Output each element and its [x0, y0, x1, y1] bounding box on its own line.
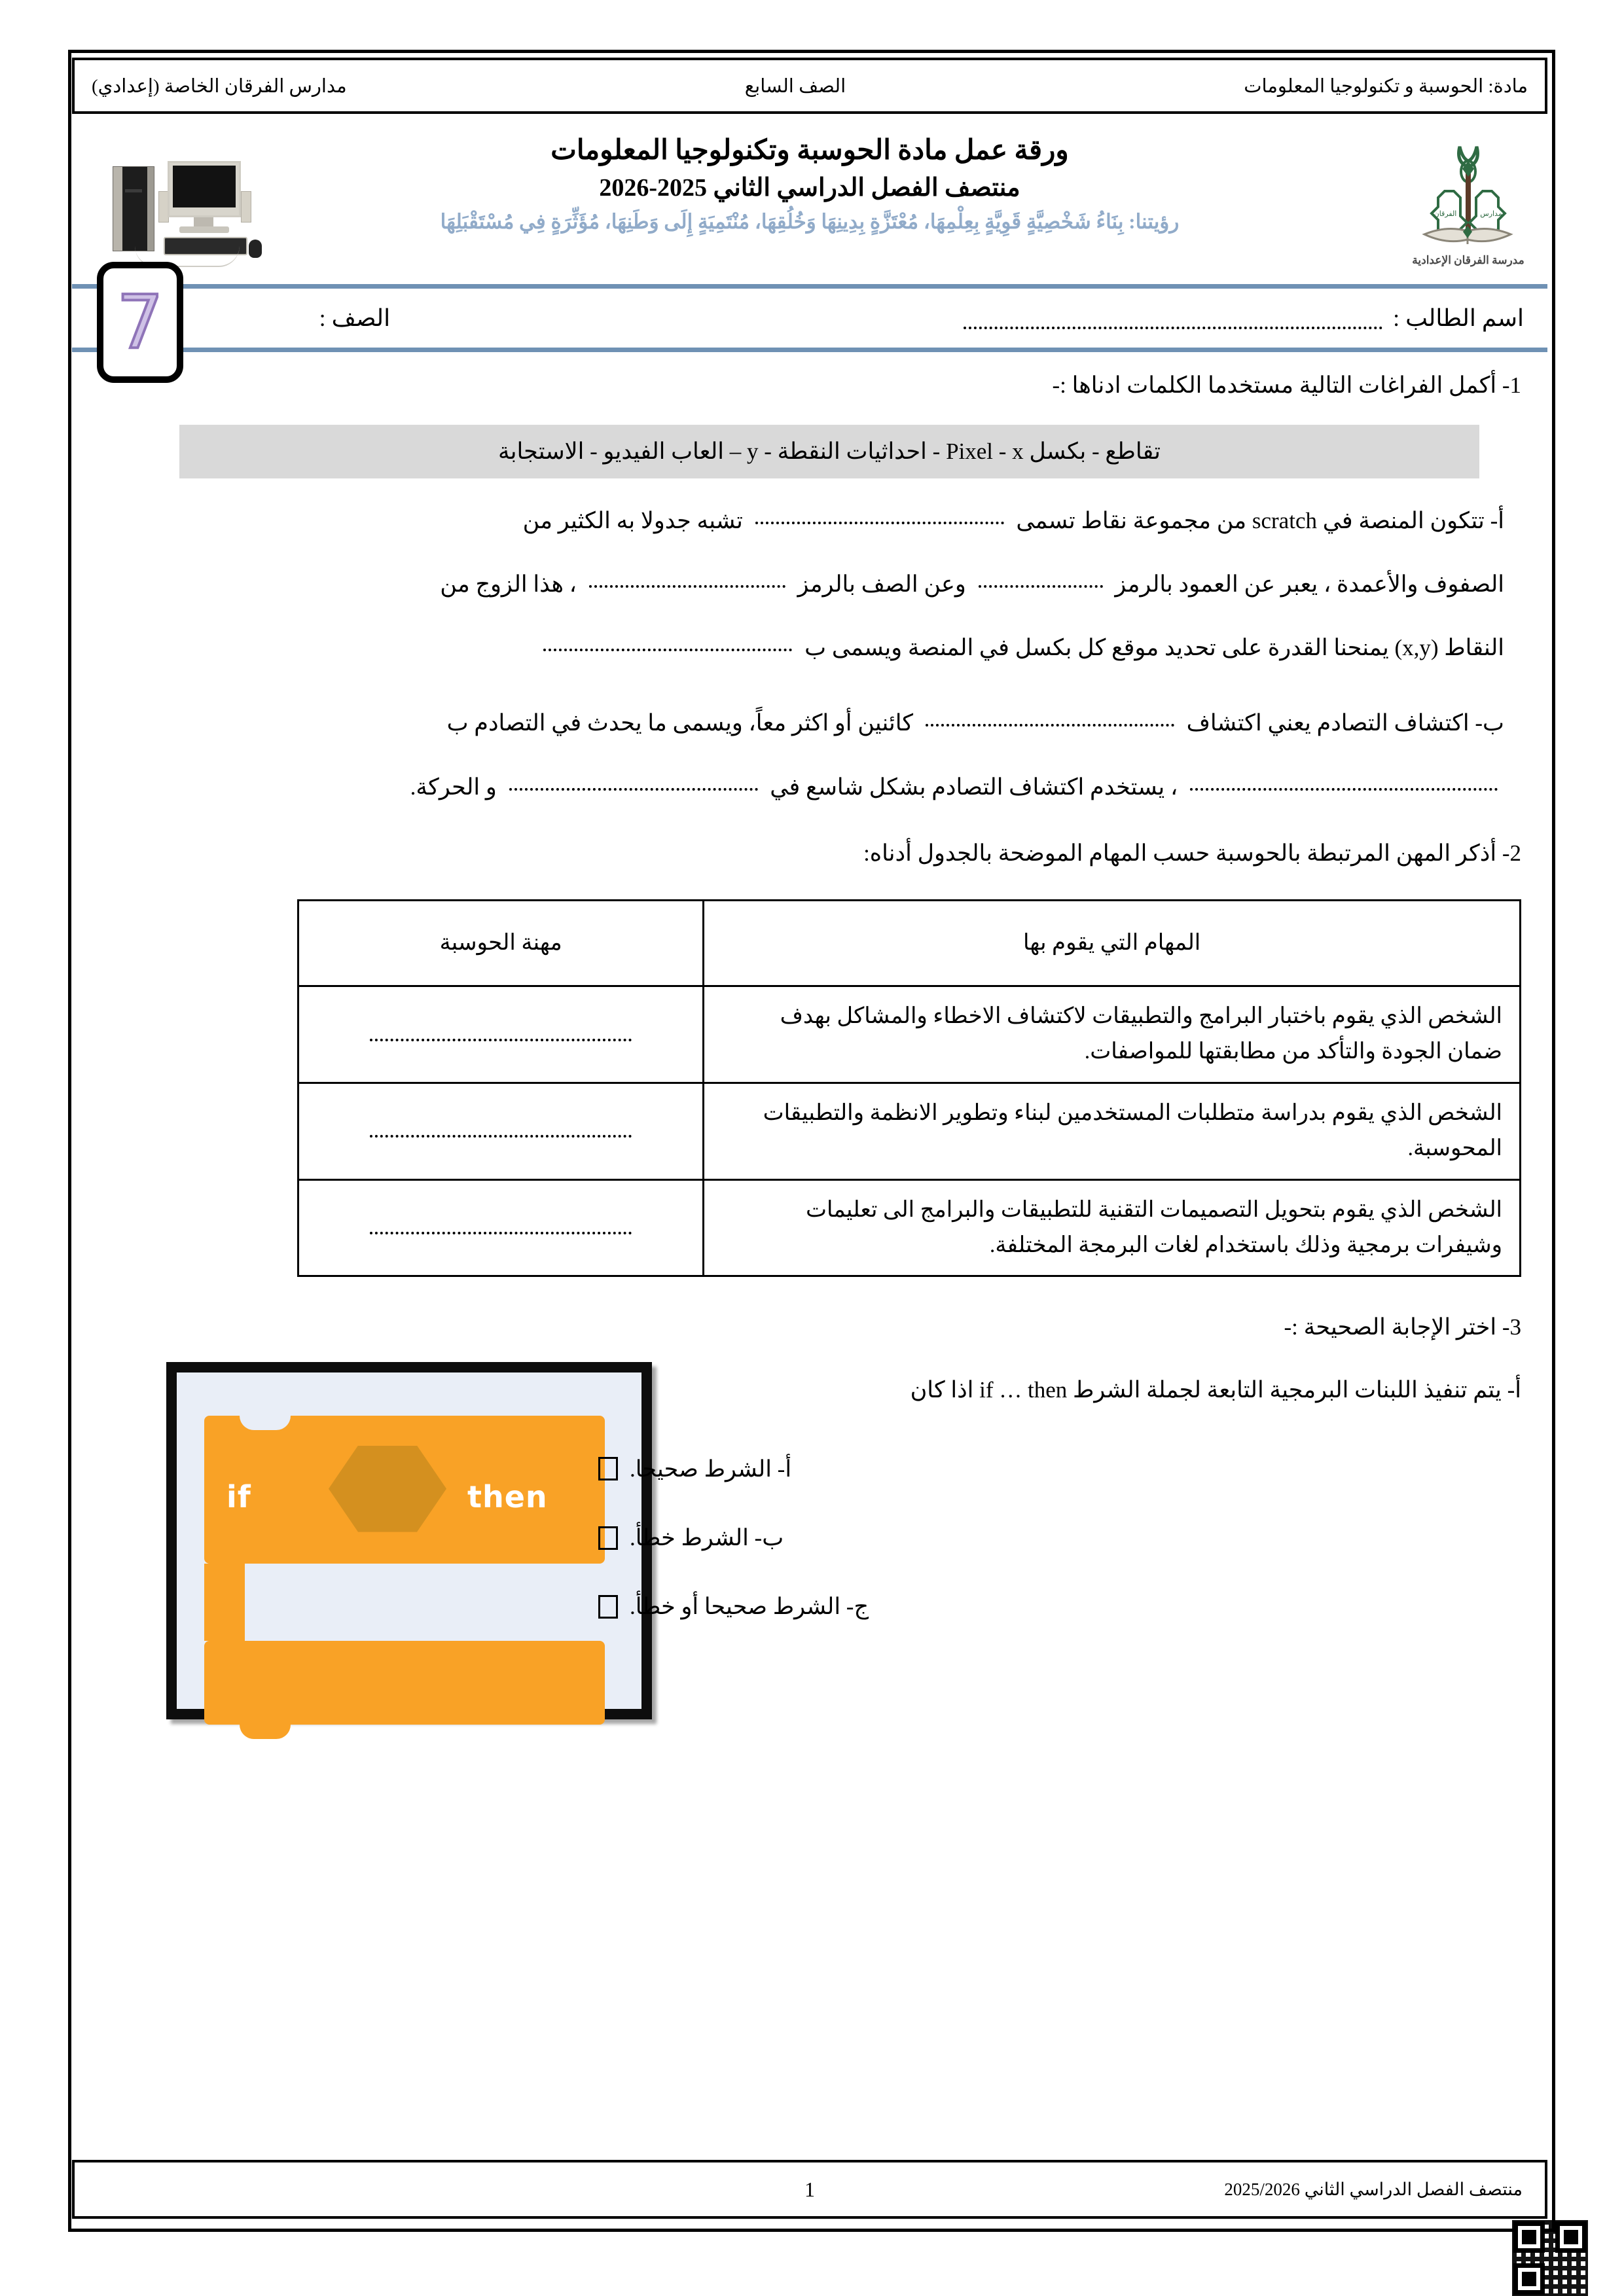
q1a-label: أ-: [1490, 507, 1504, 533]
page-content-area: [72, 54, 1551, 2228]
student-name-input[interactable]: [964, 321, 1382, 329]
q1a-line-1: [118, 501, 1504, 541]
table-cell-task-1: الشخص الذي يقوم باختبار البرامج والتطبيقات لاكتشاف الاخطاء والمشاكل بهدف ضمان الجودة والتأكد من مطابقتها للمواصفات.: [704, 986, 1521, 1083]
worksheet-title: ورقة عمل مادة الحوسبة وتكنولوجيا المعلومات: [550, 135, 1069, 166]
checkbox-option-a[interactable]: [598, 1457, 618, 1480]
job-answer-blank-2[interactable]: [370, 1131, 632, 1138]
monitor-base: [179, 226, 229, 233]
question-1-word-bank: تقاطع - بكسل Pixel - x - احداثيات النقطة - y – العاب الفيديو - الاستجابة: [179, 425, 1479, 478]
logo-inner-right-text: مدارس: [1480, 209, 1502, 218]
job-answer-blank-3[interactable]: [370, 1228, 632, 1234]
q1b-line1-part1: ب- اكتشاف التصادم يعني اكتشاف: [1186, 710, 1504, 736]
table-row: [298, 986, 1521, 1083]
question-2-heading: 2- أذكر المهن المرتبطة بالحوسبة حسب المهام الموضحة بالجدول أدناه:: [863, 840, 1521, 866]
qr-finder-top-right: [1555, 2221, 1587, 2253]
table-cell-job-3[interactable]: [298, 1179, 704, 1276]
scratch-then-label: then: [467, 1479, 548, 1515]
table-row: [298, 1083, 1521, 1179]
checkbox-option-b[interactable]: [598, 1526, 618, 1550]
title-block: [72, 117, 1547, 274]
pc-tower-icon: [113, 166, 154, 251]
vision-label: رؤيتنا:: [1128, 210, 1180, 233]
q1b-blank-1[interactable]: [926, 720, 1174, 726]
scratch-if-label: if: [226, 1479, 251, 1515]
document-header-bar: [72, 58, 1547, 114]
checkbox-option-c[interactable]: [598, 1595, 618, 1619]
table-cell-job-2[interactable]: [298, 1083, 704, 1179]
scratch-if-then-figure: [166, 1362, 652, 1719]
q1b-line-1: [118, 703, 1504, 743]
option-b-label: ب- الشرط خطأ.: [630, 1525, 784, 1551]
school-logo-mark: [1413, 143, 1524, 253]
q1a-line-3: [118, 628, 1504, 668]
qr-finder-top-left: [1513, 2221, 1545, 2253]
header-subject: مادة: الحوسبة و تكنولوجيا المعلومات: [1244, 75, 1528, 97]
option-row-c[interactable]: [585, 1587, 1521, 1626]
q1b-blank-2[interactable]: [1190, 784, 1498, 791]
q1a-line2-part2: وعن الصف بالرمز: [797, 571, 966, 597]
scratch-inner-bottom-notch: [254, 1641, 305, 1655]
qr-finder-bottom-left: [1513, 2263, 1545, 2295]
option-row-b[interactable]: [585, 1518, 1521, 1558]
table-cell-task-2: الشخص الذي يقوم بدراسة متطلبات المستخدمين لبناء وتطوير الانظمة والتطبيقات المحوسبة.: [704, 1083, 1521, 1179]
option-row-a[interactable]: [585, 1449, 1521, 1489]
q1a-line1-part2: تشبه جدولا به الكثير من: [522, 507, 743, 533]
logo-inner-left-text: الفرقان: [1434, 209, 1457, 218]
q1b-line2-part2: و الحركة.: [410, 774, 497, 800]
scratch-inner-top-notch: [254, 1564, 305, 1578]
table-header-job: مهنة الحوسبة: [298, 901, 704, 986]
grade-badge: 7: [97, 262, 183, 383]
school-logo: [1399, 143, 1537, 278]
question-3-body: [101, 1370, 1521, 1736]
scratch-canvas: [177, 1372, 641, 1709]
header-school: مدارس الفرقان الخاصة (إعدادي): [92, 75, 347, 97]
q1a-line2-part1: الصفوف والأعمدة ، يعبر عن العمود بالرمز: [1115, 571, 1504, 597]
worksheet-body: [101, 365, 1521, 1736]
q1a-line1-part1: تتكون المنصة في scratch من مجموعة نقاط تسمى: [1016, 507, 1485, 533]
q1a-blank-1[interactable]: [755, 518, 1004, 524]
student-info-row: [72, 284, 1547, 352]
document-footer-bar: [72, 2160, 1547, 2219]
student-grade-label: الصف :: [319, 305, 391, 331]
table-row: [298, 1179, 1521, 1276]
q1a-line3-part1: النقاط (x,y) يمنحنا القدرة على تحديد موقع كل بكسل في المنصة ويسمى ب: [804, 635, 1504, 660]
q1a-blank-3[interactable]: [589, 581, 785, 588]
job-answer-blank-1[interactable]: [370, 1035, 632, 1041]
scratch-block-leg: [204, 1564, 245, 1641]
q1b-line1-part2: كائنين أو اكثر معاً، ويسمى ما يحدث في التصادم ب: [446, 710, 914, 736]
option-a-label: أ- الشرط صحيحا.: [630, 1456, 792, 1482]
q1b-line-2: [118, 767, 1504, 807]
option-c-label: ج- الشرط صحيحا أو خطأ.: [630, 1594, 869, 1620]
table-header-row: [298, 901, 1521, 986]
computer-photo: [96, 153, 279, 271]
q1b-line2-part1: ، يستخدم اكتشاف التصادم بشكل شاسع في: [770, 774, 1178, 800]
table-cell-task-3: الشخص الذي يقوم بتحويل التصميمات التقنية للتطبيقات والبرامج الى تعليمات وشيفرات برمجية وذلك باستخدام لغات البرمجة المختلفة.: [704, 1179, 1521, 1276]
question-3-options-column: [585, 1370, 1521, 1656]
table-cell-job-1[interactable]: [298, 986, 704, 1083]
question-3-heading: 3- اختر الإجابة الصحيحة :-: [1284, 1314, 1521, 1340]
mouse-icon: [249, 240, 262, 258]
q1b-blank-3[interactable]: [509, 784, 758, 791]
question-1-part-a: [118, 501, 1504, 668]
footer-term-text: منتصف الفصل الدراسي الثاني 2025/2026: [1224, 2179, 1523, 2199]
scratch-foot-notch: [240, 1725, 291, 1739]
table-header-tasks: المهام التي يقوم بها: [704, 901, 1521, 986]
question-3-stem: أ- يتم تنفيذ اللبنات البرمجية التابعة لجملة الشرط if … then اذا كان: [910, 1376, 1521, 1403]
worksheet-subtitle: منتصف الفصل الدراسي الثاني 2025-2026: [599, 174, 1020, 202]
q1a-line-2: [118, 564, 1504, 604]
header-grade: الصف السابع: [744, 75, 846, 97]
scratch-top-notch: [240, 1416, 291, 1430]
vision-text: بِنَاءُ شَخْصِيَّةٍ قَوِيَّةٍ بِعِلْمِهَا، مُعْتَزَّةٍ بِدِينِهَا وَخُلُقِهَا، مُنْتَمِيَةٍ إِلَى وَطَنِهَا، مُؤَثِّرَةٍ فِي مُسْتَقْبَلِهَا: [440, 210, 1124, 233]
question-1-part-b: [118, 703, 1504, 807]
q1a-blank-4[interactable]: [543, 645, 792, 651]
footer-page-number: 1: [804, 2177, 815, 2201]
q1a-blank-2[interactable]: [979, 581, 1103, 588]
logo-caption: مدرسة الفرقان الإعدادية: [1412, 254, 1525, 266]
qr-code: [1512, 2220, 1588, 2296]
computing-jobs-table: [297, 899, 1521, 1277]
vision-statement: [72, 210, 1547, 234]
q1a-line2-part3: ، هذا الزوج من: [440, 571, 577, 597]
question-1-heading: 1- أكمل الفراغات التالية مستخدما الكلمات ادناها :-: [1052, 372, 1521, 398]
student-name-label: اسم الطالب :: [1393, 305, 1524, 331]
monitor-icon: [168, 161, 241, 217]
speaker-right-icon: [241, 191, 251, 223]
